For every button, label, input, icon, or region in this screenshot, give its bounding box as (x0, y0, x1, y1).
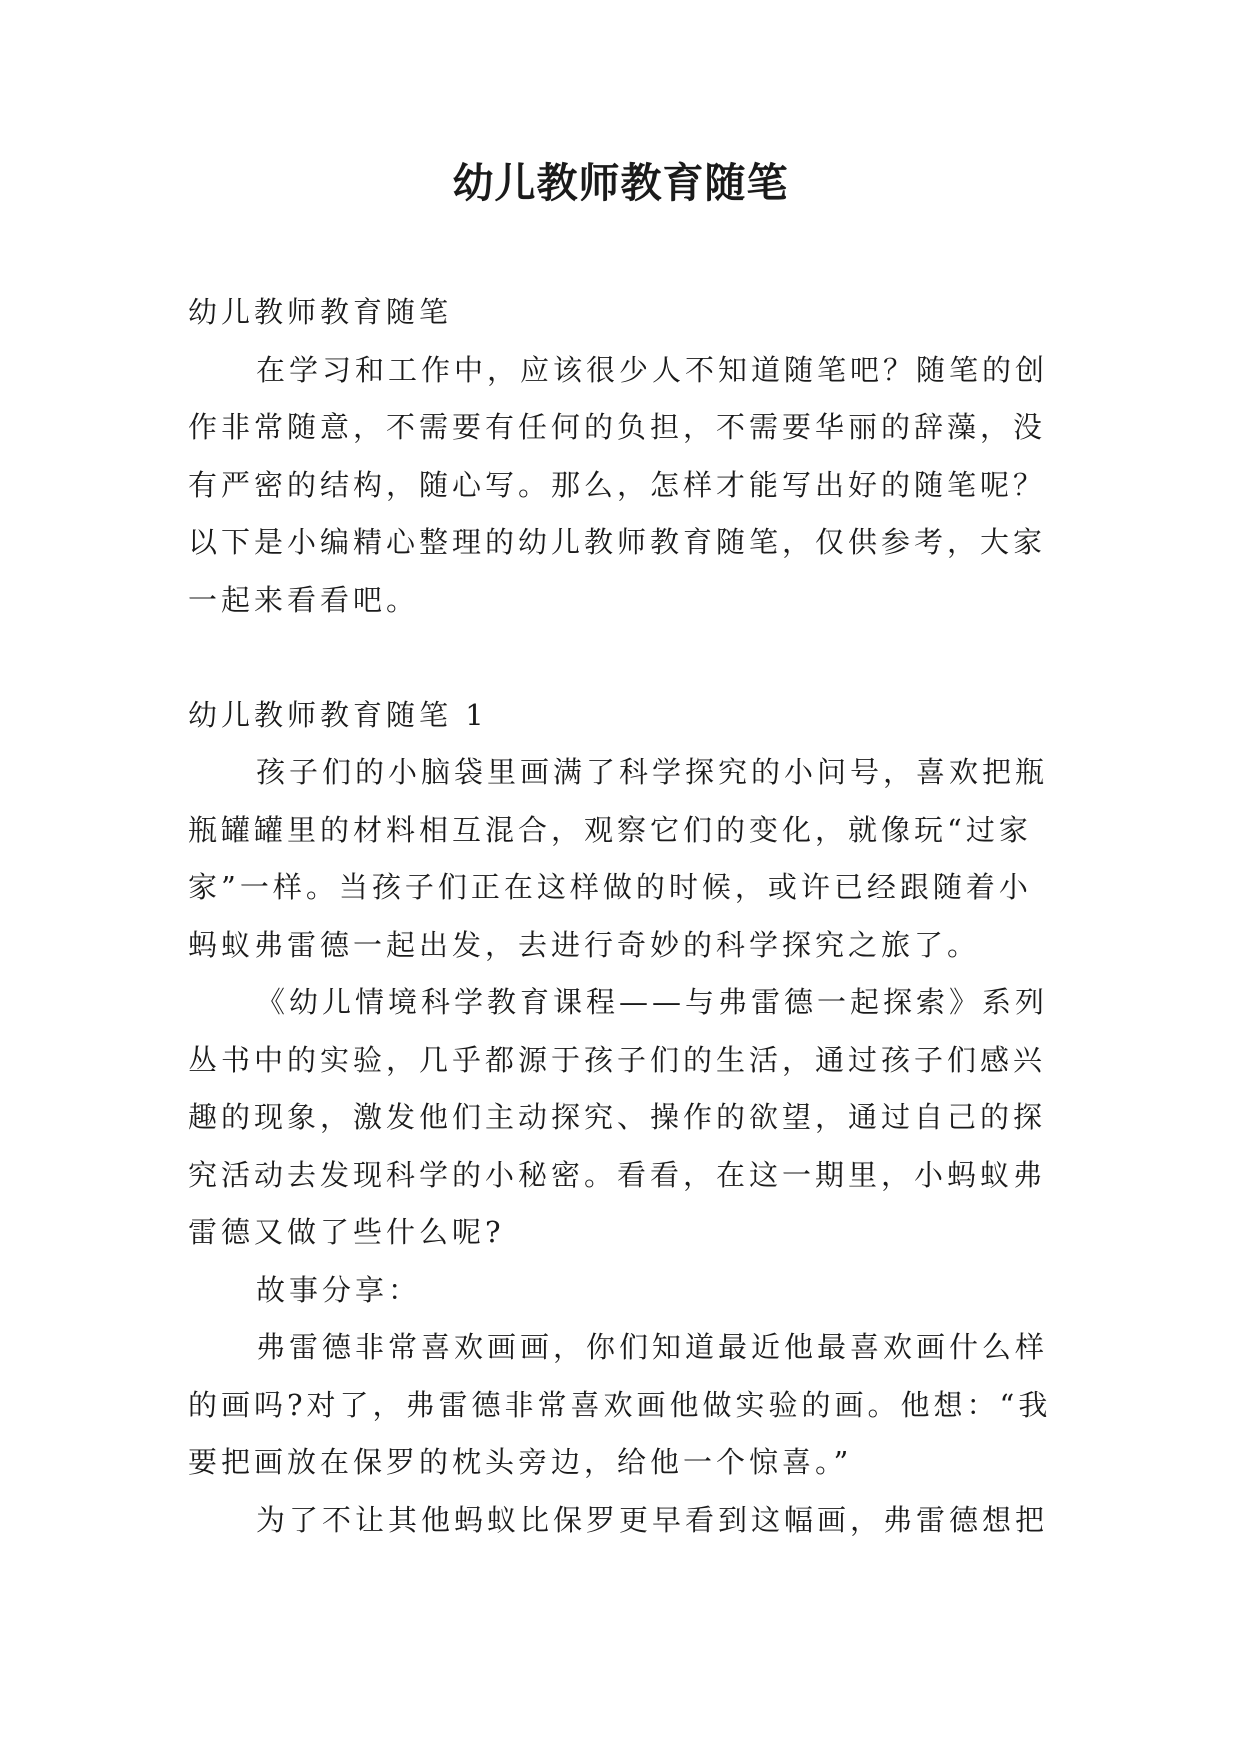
section-1-paragraph-1: 孩子们的小脑袋里画满了科学探究的小问号，喜欢把瓶瓶罐罐里的材料相互混合，观察它们的变化，就像玩“过家家”一样。当孩子们正在这样做的时候，或许已经跟随着小蚂蚁弗雷德一起出发，去进行奇妙的科学探究之旅了。 (188, 755, 1049, 962)
document-title: 幼儿教师教育随笔 (452, 159, 789, 207)
section-spacer (188, 629, 1054, 687)
document-body (188, 284, 1054, 1549)
intro-heading: 幼儿教师教育随笔 (188, 295, 453, 329)
section-1-paragraph-3: 弗雷德非常喜欢画画，你们知道最近他最喜欢画什么样的画吗?对了，弗雷德非常喜欢画他做实验的画。他想：“我要把画放在保罗的枕头旁边，给他一个惊喜。” (188, 1330, 1052, 1479)
section-1-subheading: 故事分享： (256, 1272, 422, 1307)
section-1-paragraph-4: 为了不让其他蚂蚁比保罗更早看到这幅画，弗雷德想把 (256, 1502, 1049, 1537)
section-1-heading: 幼儿教师教育随笔 1 (188, 697, 488, 732)
intro-paragraph: 在学习和工作中，应该很少人不知道随笔吧？随笔的创作非常随意，不需要有任何的负担，不需要华丽的辞藻，没有严密的结构，随心写。那么，怎样才能写出好的随笔呢？以下是小编精心整理的幼儿教师教育随笔，仅供参考，大家一起来看看吧。 (188, 352, 1049, 617)
section-1-paragraph-2: 《幼儿情境科学教育课程——与弗雷德一起探索》系列丛书中的实验，几乎都源于孩子们的生活，通过孩子们感兴趣的现象，激发他们主动探究、操作的欲望，通过自己的探究活动去发现科学的小秘密。看看，在这一期里，小蚂蚁弗雷德又做了些什么呢? (188, 985, 1049, 1249)
